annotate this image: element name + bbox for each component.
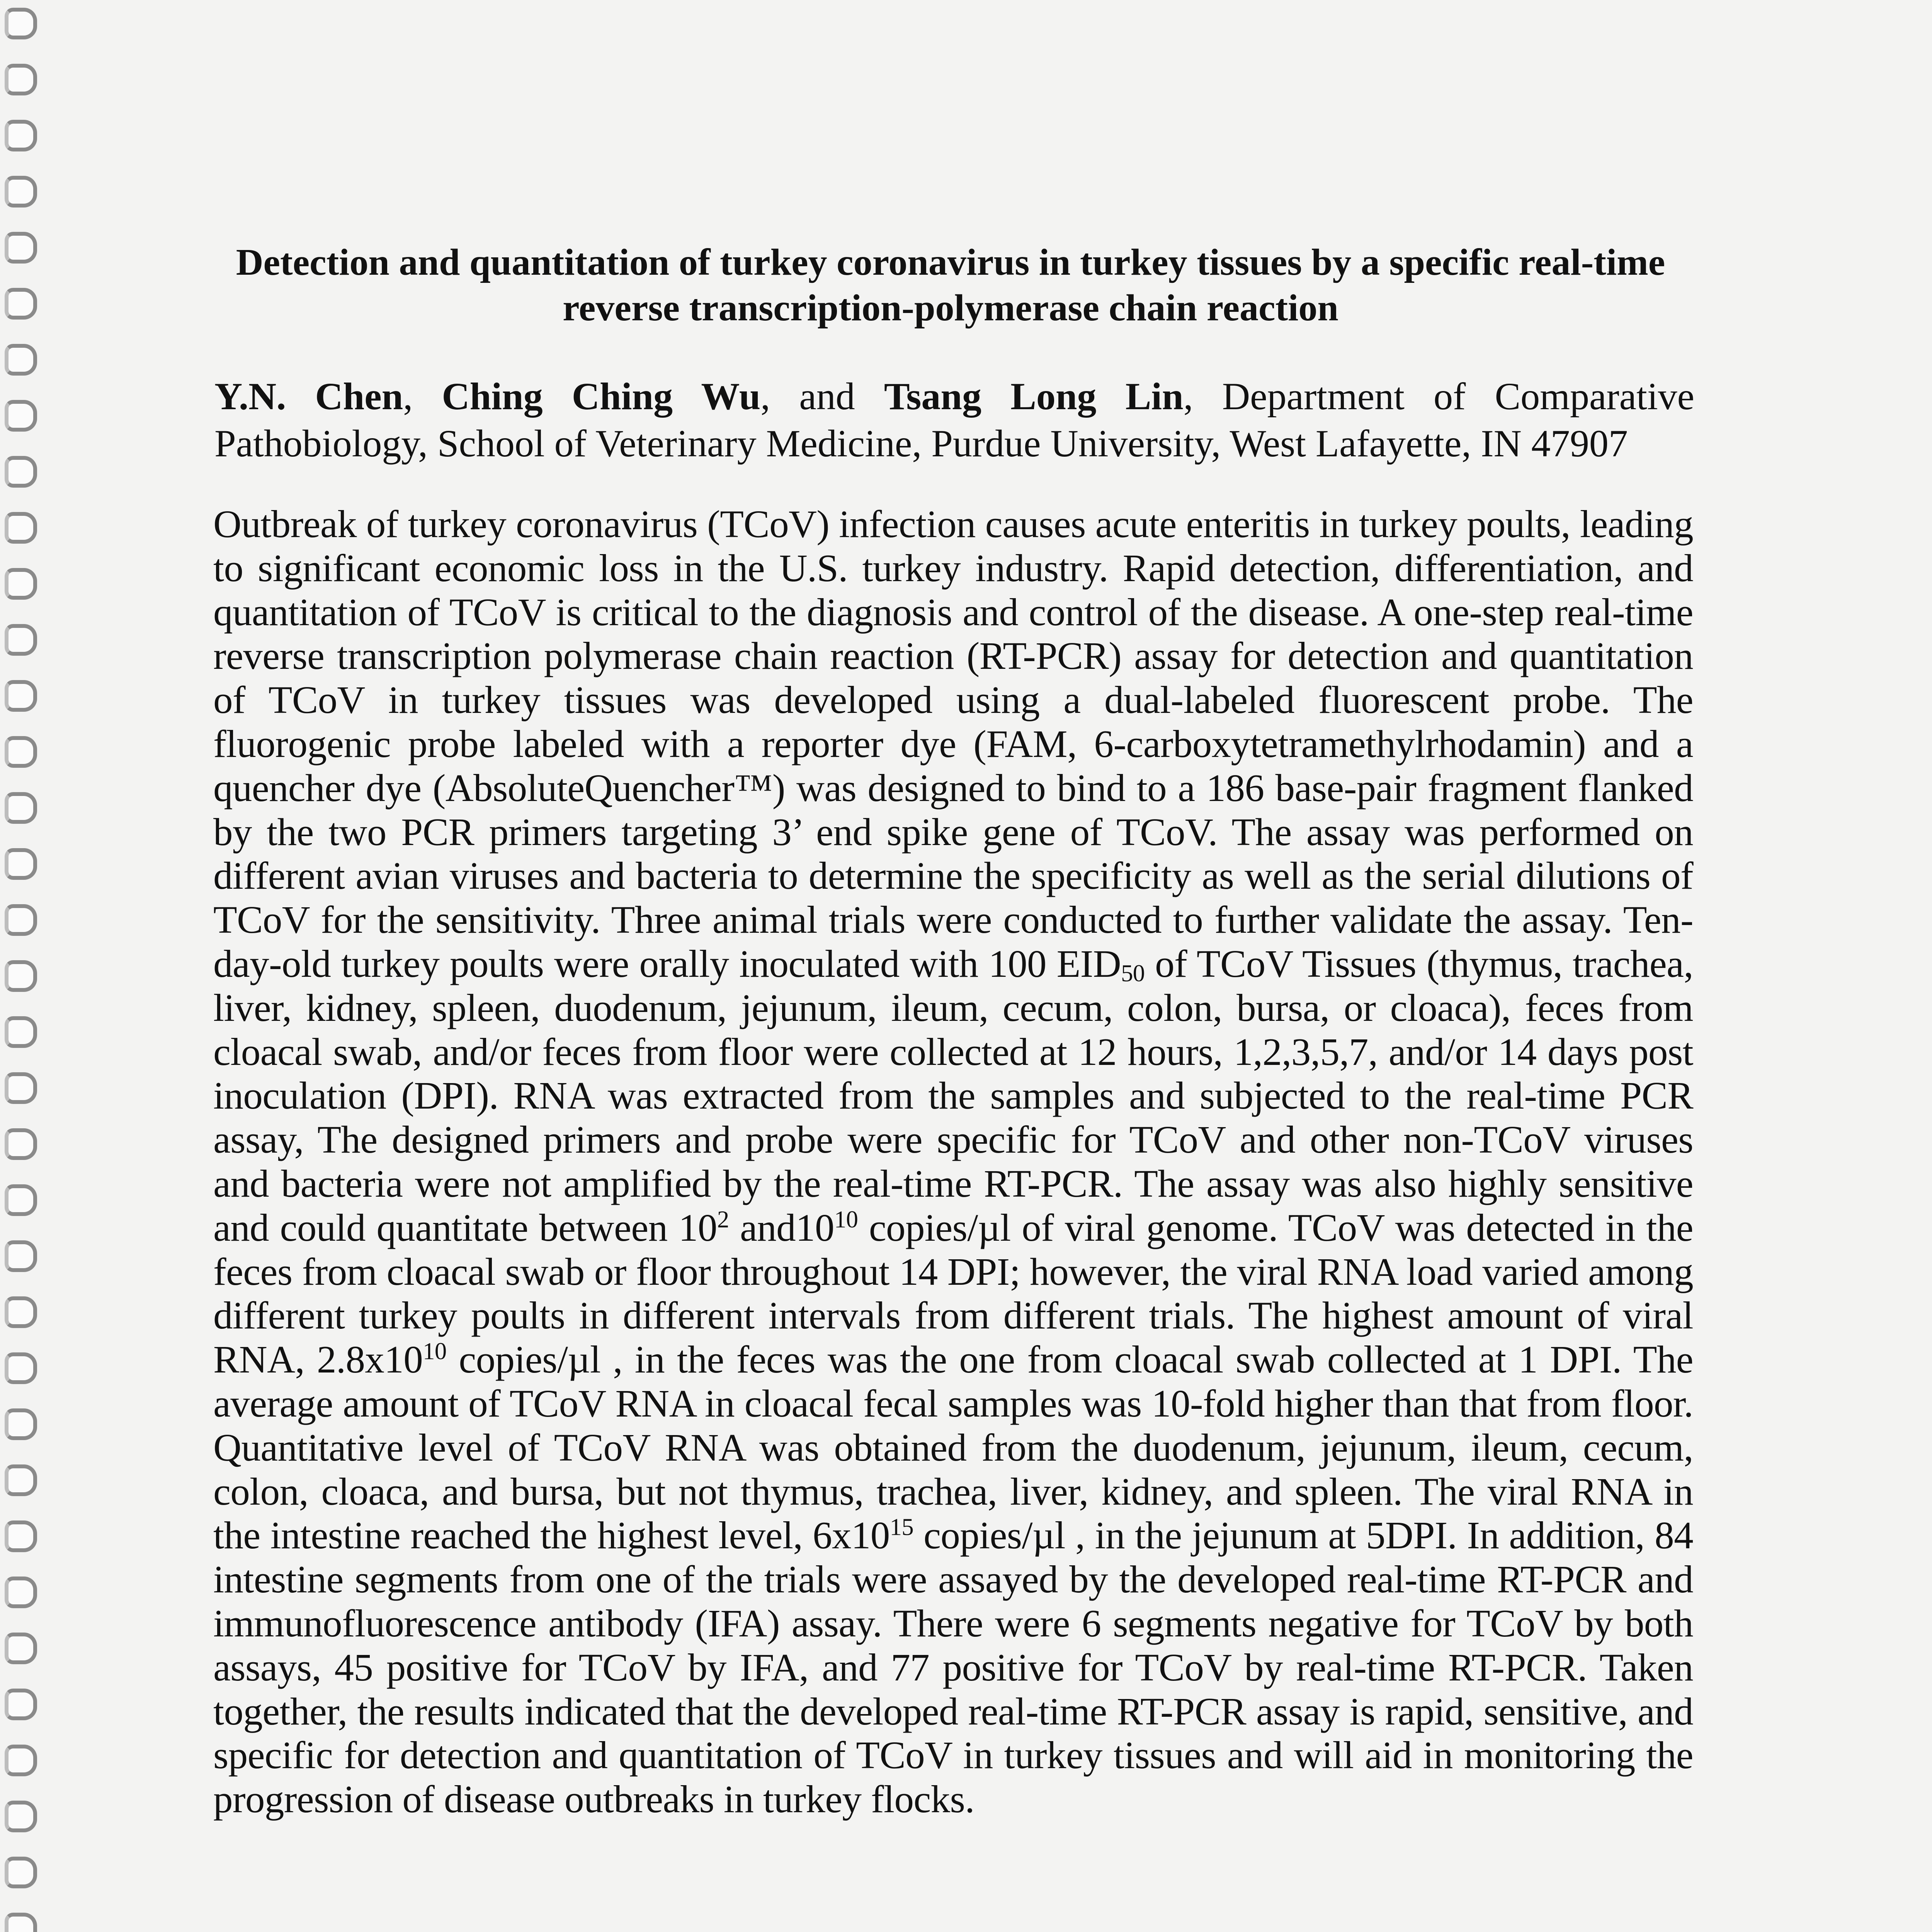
author-separator-1: , [403,375,442,418]
author-3: Tsang Long Lin [884,375,1184,418]
author-affiliation [214,373,1694,467]
spiral-binding [0,0,54,1932]
exponent-low: 2 [717,1206,729,1233]
abstract-text-3: and10 [729,1206,834,1249]
abstract-body [213,502,1693,1821]
abstract-text-6: copies/µl , in the jejunum at 5DPI. In addition, 84 intestine segments from one of the trials were assayed by the developed real-time RT-PCR and immunofluorescence antibody (IFA) assay. There were 6 segments negative for TCoV by both assays, 45 positive for TCoV by IFA, and 77 positive for TCoV by real-time RT-PCR. Taken together, the results indicated that the developed real-time RT-PCR assay is rapid, sensitive, and specific for detection and quantitation of TCoV in turkey tissues and will aid in monitoring the progression of disease outbreaks in turkey flocks. [213,1514,1693,1821]
abstract-text-2: of TCoV Tissues (thymus, trachea, liver, kidney, spleen, duodenum, jejunum, ileum, cecum, colon, bursa, or cloaca), feces from cloacal swab, and/or feces from floor were collected at 12 hours, 1,2,3,5,7, and/or 14 days post inoculation (DPI). RNA was extracted from the samples and subjected to the real-time PCR assay, The designed primers and probe were specific for TCoV and other non-TCoV viruses and bacteria were not amplified by the real-time RT-PCR. The assay was also highly sensitive and could quantitate between 10 [213,942,1693,1249]
abstract-text-1: Outbreak of turkey coronavirus (TCoV) infection causes acute enteritis in turkey poults, leading to significant economic loss in the U.S. turkey industry. Rapid detection, differentiation, and quantitation of TCoV is critical to the diagnosis and control of the disease. A one-step real-time reverse transcription polymerase chain reaction (RT-PCR) assay for detection and quantitation of TCoV in turkey tissues was developed using a dual-labeled fluorescent probe. The fluorogenic probe labeled with a reporter dye (FAM, 6-carboxytetramethylrhodamin) and a quencher dye (AbsoluteQuencher™) was designed to bind to a 186 base-pair fragment flanked by the two PCR primers targeting 3’ end spike gene of TCoV. The assay was performed on different avian viruses and bacteria to determine the specificity as well as the serial dilutions of TCoV for the sensitivity. Three animal trials were conducted to further validate the assay. Ten-day-old turkey poults were orally inoculated with 100 EID [213,502,1693,985]
author-1: Y.N. Chen [214,375,403,418]
abstract-text-5: copies/µl , in the feces was the one from cloacal swab collected at 1 DPI. The average amount of TCoV RNA in cloacal fecal samples was 10-fold higher than that from floor. Quantitative level of TCoV RNA was obtained from the duodenum, jejunum, ileum, cecum, colon, cloaca, and bursa, but not thymus, trachea, liver, kidney, and spleen. The viral RNA in the intestine reached the highest level, 6x10 [213,1338,1693,1557]
eid-subscript: 50 [1121,959,1145,987]
exponent-intestine: 15 [889,1513,914,1541]
author-separator-2: , and [760,375,884,418]
exponent-high: 10 [834,1206,858,1233]
author-2: Ching Ching Wu [442,375,761,418]
title-line-2: reverse transcription-polymerase chain reaction [563,287,1338,329]
exponent-feces: 10 [423,1337,447,1365]
abstract-paragraph [213,502,1693,1821]
paper-title [201,240,1700,331]
affiliation: , Department of Comparative Pathobiology, School of Veterinary Medicine, Purdue University, West Lafayette, IN 47907 [214,375,1694,465]
abstract-text-4: copies/µl of viral genome. TCoV was detected in the feces from cloacal swab or floor throughout 14 DPI; however, the viral RNA load varied among different turkey poults in different intervals from different trials. The highest amount of viral RNA, 2.8x10 [213,1206,1694,1381]
title-line-1: Detection and quantitation of turkey coronavirus in turkey tissues by a specific real-time [236,242,1665,283]
